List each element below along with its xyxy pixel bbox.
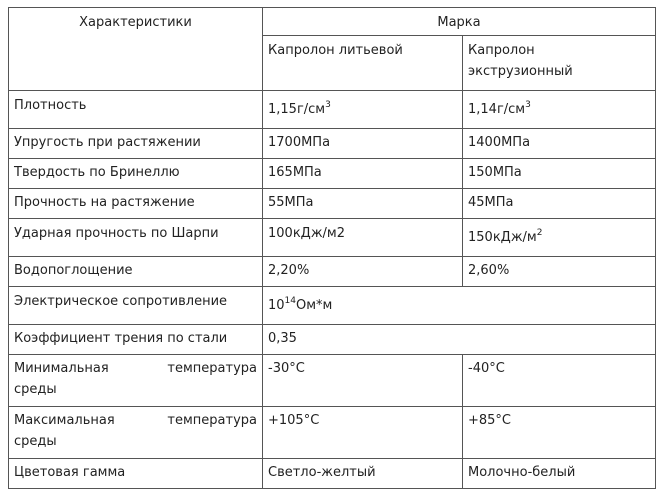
- properties-table: [8, 7, 656, 489]
- charpy-extrusion-value: [463, 219, 656, 257]
- brinell-cast-value: 165МПа: [263, 159, 463, 189]
- header-extrusion-line1: Капролон: [468, 43, 535, 58]
- row-label-tensile-elasticity: Упругость при растяжении: [9, 129, 263, 159]
- density-cast-text: 1,15г/см: [268, 102, 326, 117]
- tensile-elasticity-extrusion-value: 1400МПа: [463, 129, 656, 159]
- table-row: [9, 91, 656, 129]
- header-characteristics: Характеристики: [9, 8, 263, 91]
- table-row: [9, 287, 656, 325]
- row-label-friction: Коэффициент трения по стали: [9, 325, 263, 355]
- row-label-color: Цветовая гамма: [9, 459, 263, 489]
- color-extrusion-value: Молочно-белый: [463, 459, 656, 489]
- resistance-unit: Ом*м: [296, 298, 333, 313]
- header-extrusion-line2: экструзионный: [468, 64, 573, 79]
- tensile-strength-cast-value: 55МПа: [263, 189, 463, 219]
- table-header-row: [9, 8, 656, 36]
- row-label-charpy: Ударная прочность по Шарпи: [9, 219, 263, 257]
- resistance-base: 10: [268, 298, 285, 313]
- table-row: [9, 129, 656, 159]
- charpy-extrusion-text: 150кДж/м: [468, 230, 537, 245]
- header-extrusion-caprolon: [463, 36, 656, 91]
- brinell-extrusion-value: 150МПа: [463, 159, 656, 189]
- max-temp-label-word2: температура: [167, 413, 257, 428]
- min-temp-extrusion-value: -40°С: [463, 355, 656, 407]
- table-row: [9, 159, 656, 189]
- density-extrusion-text: 1,14г/см: [468, 102, 526, 117]
- max-temp-label-word1: Максимальная: [14, 413, 115, 428]
- table-row: [9, 407, 656, 459]
- density-cast-sup: 3: [325, 99, 331, 110]
- density-cast-value: [263, 91, 463, 129]
- resistance-exponent: 14: [284, 295, 296, 306]
- row-label-resistance: Электрическое сопротивление: [9, 287, 263, 325]
- water-absorption-extrusion-value: 2,60%: [463, 257, 656, 287]
- max-temp-extrusion-value: +85°С: [463, 407, 656, 459]
- density-extrusion-value: [463, 91, 656, 129]
- header-brand: Марка: [263, 8, 656, 36]
- table-row: [9, 459, 656, 489]
- row-label-tensile-strength: Прочность на растяжение: [9, 189, 263, 219]
- row-label-min-temp: [9, 355, 263, 407]
- table-row: [9, 325, 656, 355]
- header-cast-caprolon: Капролон литьевой: [263, 36, 463, 91]
- tensile-strength-extrusion-value: 45МПа: [463, 189, 656, 219]
- density-extrusion-sup: 3: [525, 99, 531, 110]
- max-temp-label-line2: среды: [14, 434, 57, 449]
- table-row: [9, 189, 656, 219]
- table-row: [9, 219, 656, 257]
- min-temp-label-word2: температура: [167, 361, 257, 376]
- tensile-elasticity-cast-value: 1700МПа: [263, 129, 463, 159]
- row-label-max-temp: [9, 407, 263, 459]
- charpy-extrusion-sup: 2: [536, 227, 543, 238]
- row-label-water-absorption: Водопоглощение: [9, 257, 263, 287]
- min-temp-label-word1: Минимальная: [14, 361, 109, 376]
- friction-value: 0,35: [263, 325, 656, 355]
- color-cast-value: Светло-желтый: [263, 459, 463, 489]
- max-temp-cast-value: +105°С: [263, 407, 463, 459]
- resistance-value: [263, 287, 656, 325]
- min-temp-label-line2: среды: [14, 382, 57, 397]
- row-label-density: Плотность: [9, 91, 263, 129]
- charpy-cast-value: 100кДж/м2: [263, 219, 463, 257]
- row-label-brinell: Твердость по Бринеллю: [9, 159, 263, 189]
- min-temp-cast-value: -30°С: [263, 355, 463, 407]
- table-row: [9, 355, 656, 407]
- water-absorption-cast-value: 2,20%: [263, 257, 463, 287]
- table-row: [9, 257, 656, 287]
